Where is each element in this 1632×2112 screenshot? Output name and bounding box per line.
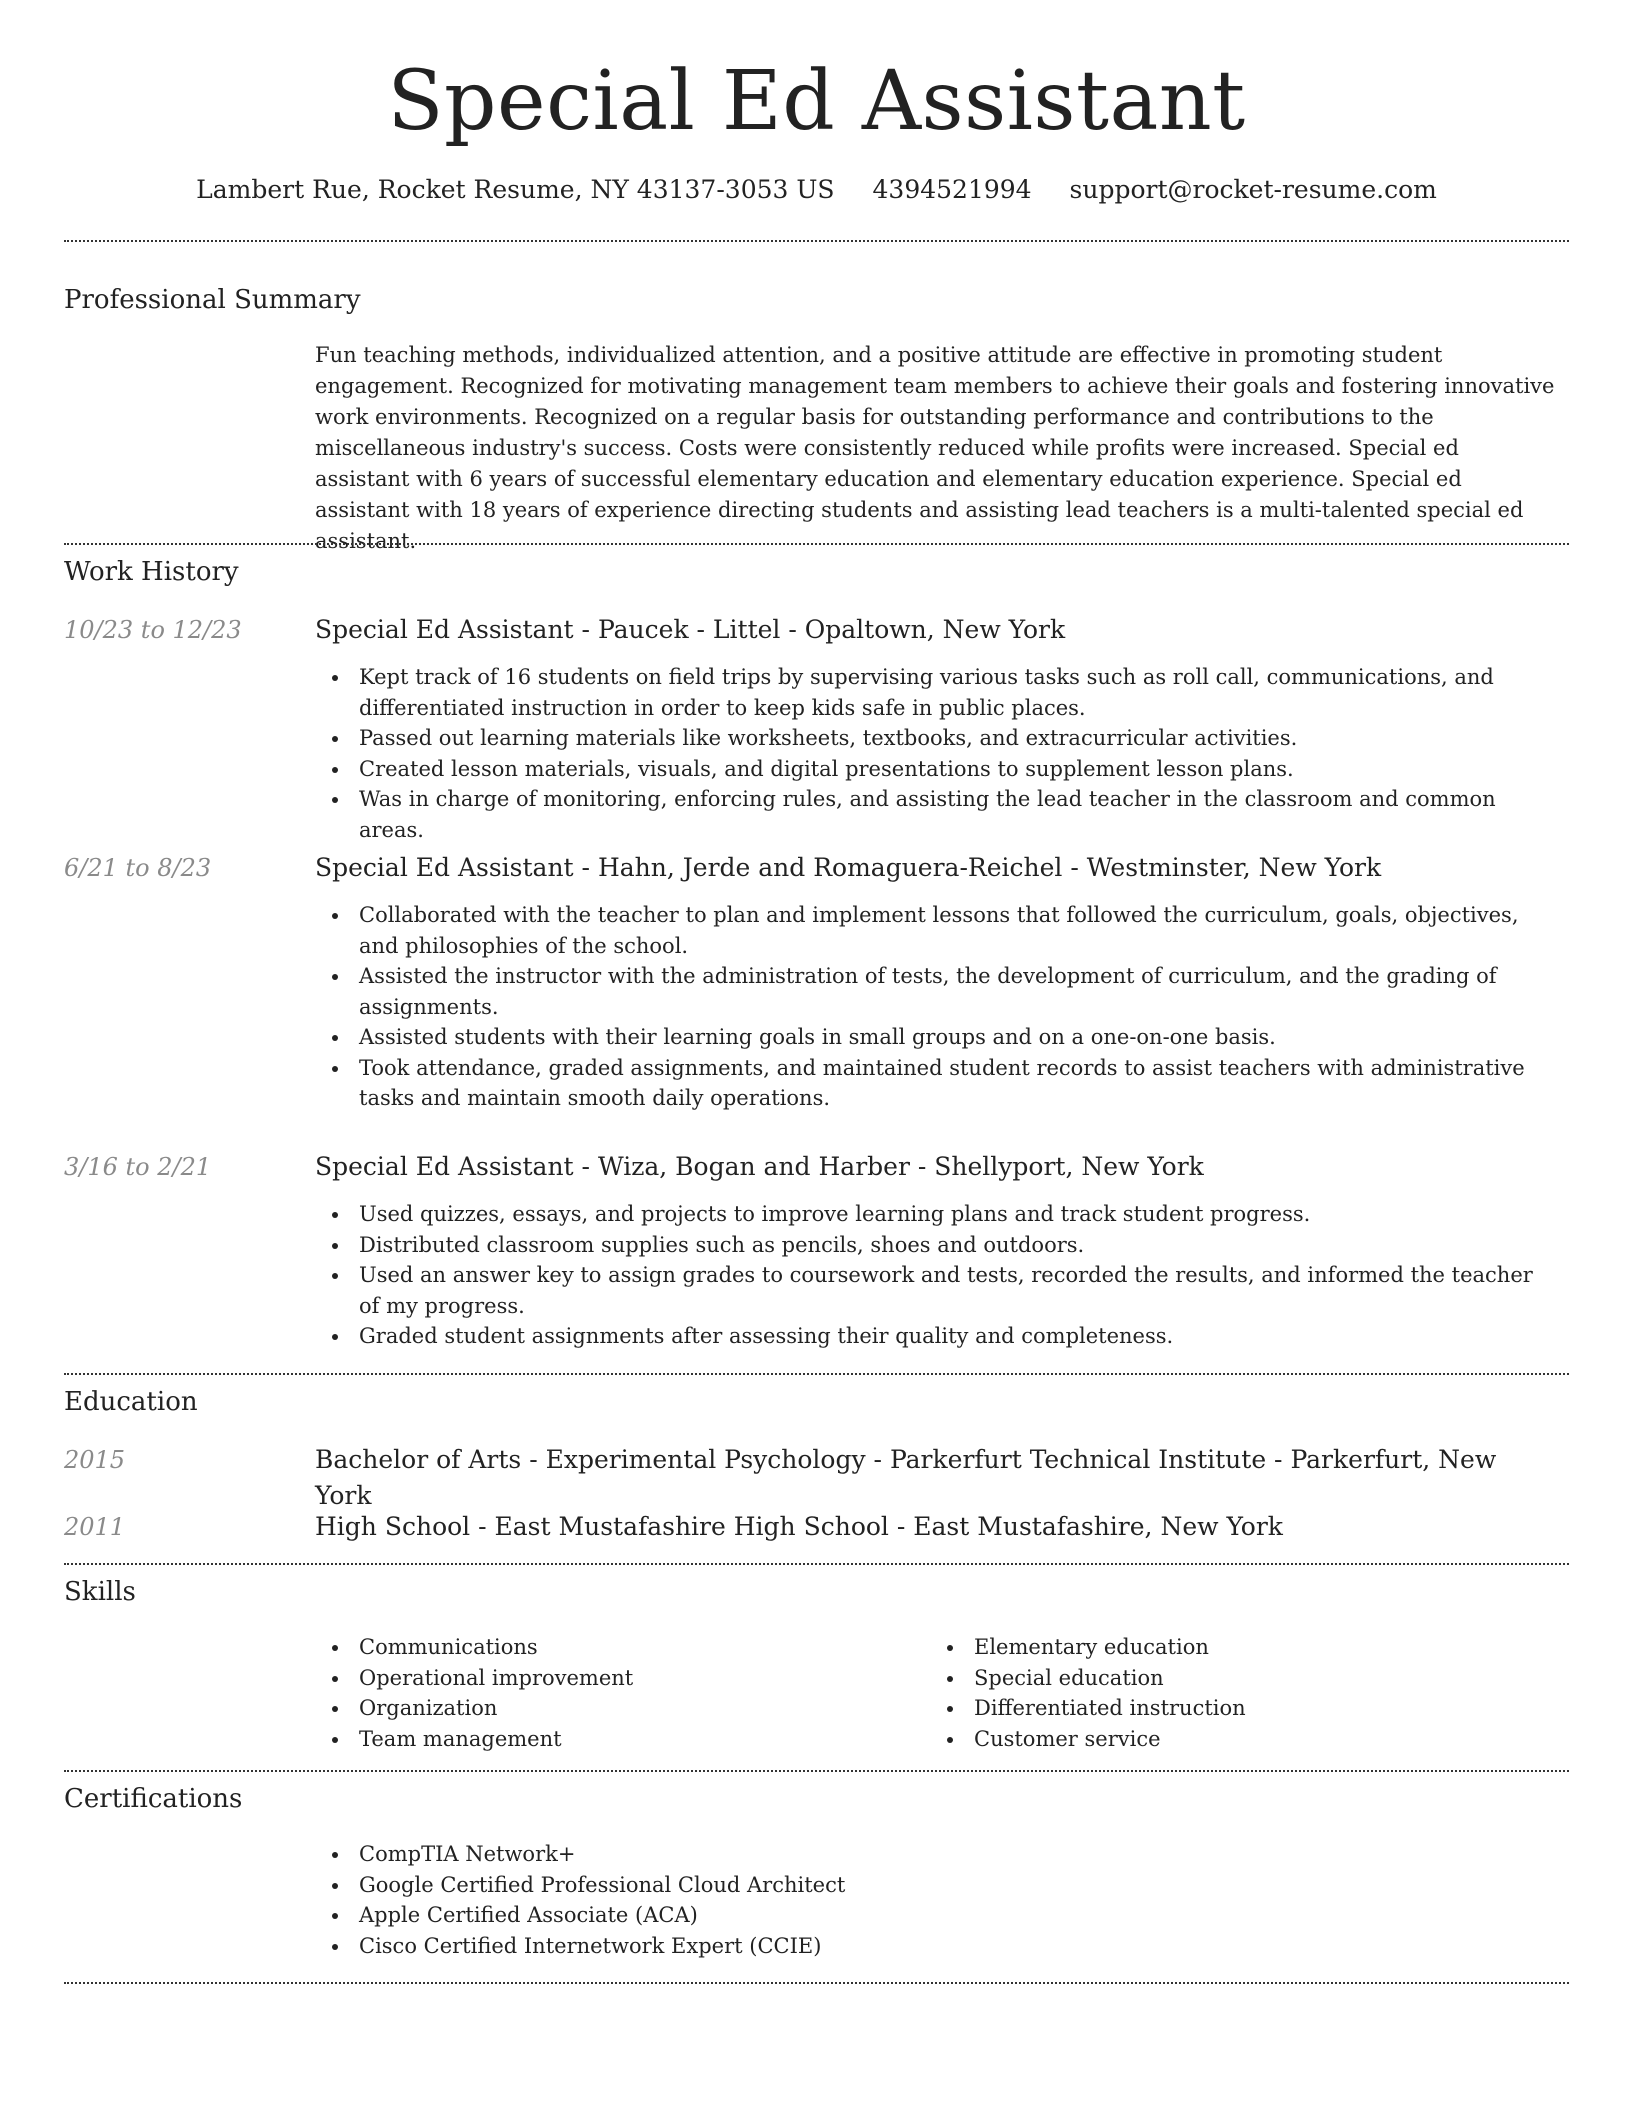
job-title: Special Ed Assistant - Wiza, Bogan and Harber - Shellyport, New York: [315, 1152, 1204, 1181]
certification-item: CompTIA Network+: [315, 1839, 1555, 1870]
skill-item: Special education: [930, 1663, 1530, 1694]
education-degree: Bachelor of Arts - Experimental Psychology - Parkerfurt Technical Institute - Parkerfurt, New York: [315, 1445, 1497, 1510]
contact-address: Lambert Rue, Rocket Resume, NY 43137-3053 US: [196, 175, 835, 204]
skill-item: Differentiated instruction: [930, 1693, 1530, 1724]
job-title: Special Ed Assistant - Paucek - Littel - Opaltown, New York: [315, 615, 1066, 644]
certifications-list: [315, 1839, 1555, 1961]
job-bullets: [315, 1199, 1555, 1352]
skills-list: [930, 1632, 1530, 1754]
job-bullet: Created lesson materials, visuals, and digital presentations to supplement lesson plans.: [315, 754, 1555, 785]
job-entry: [315, 1149, 1555, 1352]
section-title-work: Work History: [64, 557, 239, 587]
divider: [64, 240, 1569, 242]
section-title-summary: Professional Summary: [64, 285, 361, 315]
job-dates: 6/21 to 8/23: [64, 854, 212, 882]
job-bullets: [315, 662, 1555, 845]
job-bullet: Assisted the instructor with the administration of tests, the development of curriculum, and the grading of assignments.: [315, 961, 1555, 1022]
section-title-education: Education: [64, 1387, 198, 1417]
job-bullet: Kept track of 16 students on field trips by supervising various tasks such as roll call, communications, and differentiated instruction in order to keep kids safe in public places.: [315, 662, 1555, 723]
education-entry: [315, 1442, 1555, 1514]
divider: [64, 1373, 1569, 1375]
education-year: 2015: [64, 1446, 126, 1474]
job-bullet: Graded student assignments after assessing their quality and completeness.: [315, 1321, 1555, 1352]
skill-item: Elementary education: [930, 1632, 1530, 1663]
job-bullets: [315, 900, 1555, 1114]
job-dates: 10/23 to 12/23: [64, 616, 242, 644]
summary-text: Fun teaching methods, individualized attention, and a positive attitude are effective in promoting student engagement. Recognized for motivating management team members to achieve their goals and fostering innovative work environments. Recognized on a regular basis for outstanding performance and contributions to the miscellaneous industry's success. Costs were consistently reduced while profits were increased. Special ed assistant with 6 years of successful elementary education and elementary education experience. Special ed assistant with 18 years of experience directing students and assisting lead teachers is a multi-talented special ed assistant.: [315, 343, 1555, 553]
job-bullet: Used an answer key to assign grades to coursework and tests, recorded the results, and informed the teacher of my progress.: [315, 1260, 1555, 1321]
certifications-block: [315, 1839, 1555, 1961]
divider: [64, 1770, 1569, 1772]
contact-phone: 4394521994: [872, 175, 1032, 204]
job-entry: [315, 850, 1555, 1114]
job-bullet: Distributed classroom supplies such as pencils, shoes and outdoors.: [315, 1230, 1555, 1261]
divider: [64, 1563, 1569, 1565]
skill-item: Operational improvement: [315, 1663, 915, 1694]
skill-item: Customer service: [930, 1724, 1530, 1755]
skills-column-right: [930, 1632, 1530, 1754]
skill-item: Team management: [315, 1724, 915, 1755]
job-bullet: Was in charge of monitoring, enforcing rules, and assisting the lead teacher in the classroom and common areas.: [315, 784, 1555, 845]
certification-item: Google Certified Professional Cloud Architect: [315, 1870, 1555, 1901]
resume-name: Special Ed Assistant: [387, 54, 1246, 149]
summary-block: [315, 340, 1555, 557]
contact-line: [64, 170, 1569, 210]
education-year: 2011: [64, 1513, 126, 1541]
skills-list: [315, 1632, 915, 1754]
job-entry: [315, 612, 1555, 845]
certification-item: Cisco Certified Internetwork Expert (CCIE): [315, 1931, 1555, 1962]
skill-item: Organization: [315, 1693, 915, 1724]
job-bullet: Took attendance, graded assignments, and maintained student records to assist teachers with administrative tasks and maintain smooth daily operations.: [315, 1053, 1555, 1114]
education-entry: [315, 1509, 1555, 1545]
job-title: Special Ed Assistant - Hahn, Jerde and Romaguera-Reichel - Westminster, New York: [315, 853, 1382, 882]
divider: [64, 543, 1569, 545]
skills-column-left: [315, 1632, 915, 1754]
certification-item: Apple Certified Associate (ACA): [315, 1900, 1555, 1931]
section-title-certifications: Certifications: [64, 1784, 243, 1814]
job-dates: 3/16 to 2/21: [64, 1153, 212, 1181]
contact-email: support@rocket-resume.com: [1069, 175, 1437, 204]
education-degree: High School - East Mustafashire High School - East Mustafashire, New York: [315, 1512, 1283, 1541]
skill-item: Communications: [315, 1632, 915, 1663]
job-bullet: Collaborated with the teacher to plan and implement lessons that followed the curriculum, goals, objectives, and philosophies of the school.: [315, 900, 1555, 961]
job-bullet: Used quizzes, essays, and projects to improve learning plans and track student progress.: [315, 1199, 1555, 1230]
section-title-skills: Skills: [64, 1577, 136, 1607]
job-bullet: Assisted students with their learning goals in small groups and on a one-on-one basis.: [315, 1022, 1555, 1053]
divider: [64, 1982, 1569, 1984]
job-bullet: Passed out learning materials like worksheets, textbooks, and extracurricular activities.: [315, 723, 1555, 754]
